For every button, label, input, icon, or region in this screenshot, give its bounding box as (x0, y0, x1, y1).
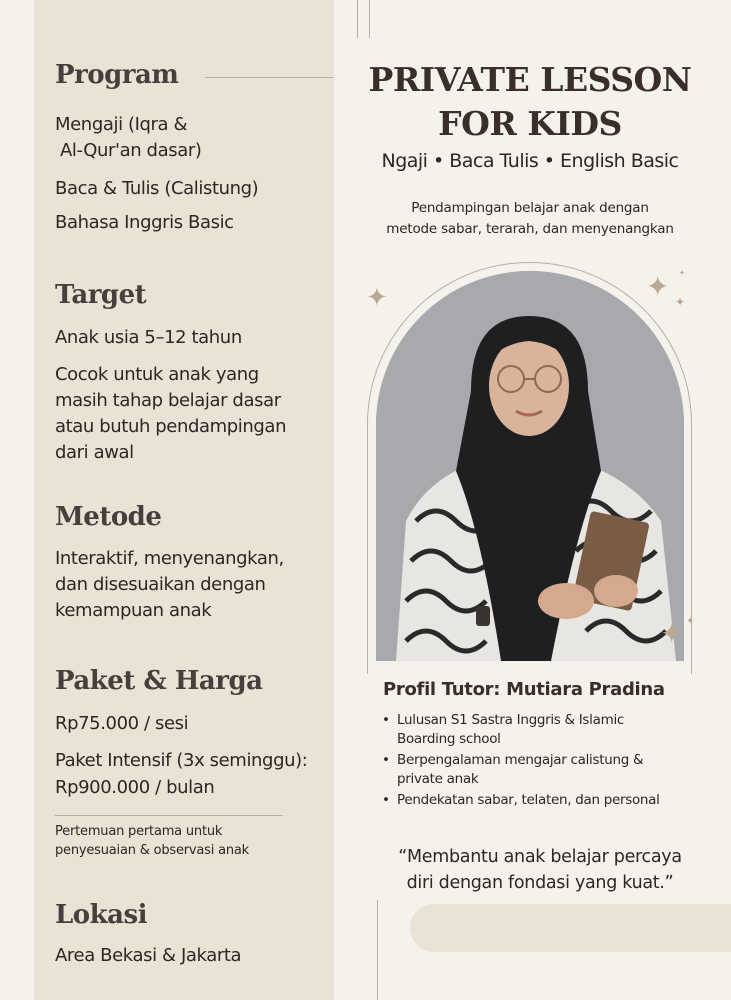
program-heading: Program (55, 60, 179, 90)
tutor-bullet-list (381, 711, 701, 810)
tutor-bullet (381, 751, 701, 789)
subtitle: Ngaji • Baca Tulis • English Basic (381, 150, 679, 172)
title-line: PRIVATE LESSON (368, 60, 692, 99)
tutor-bullet (381, 711, 701, 749)
sparkle-icon: ✦ (660, 617, 684, 650)
divider-vertical-top (357, 0, 358, 38)
tutor-bullet-line: Lulusan S1 Sastra Inggris & Islamic (397, 712, 625, 728)
target-desc-line: Cocok untuk anak yang (55, 364, 259, 385)
program-item: Baca & Tulis (Calistung) (55, 178, 259, 199)
title-line: FOR KIDS (438, 104, 622, 143)
lokasi-area: Area Bekasi & Jakarta (55, 945, 242, 966)
metode-heading: Metode (55, 502, 162, 532)
sparkle-icon: ✦ (675, 295, 686, 309)
divider-vertical-right (369, 0, 370, 38)
page-title (340, 58, 720, 146)
quote-line: diri dengan fondasi yang kuat.” (406, 873, 674, 893)
tutor-bullet (381, 791, 701, 810)
quote (360, 844, 720, 896)
sparkle-icon: ✦ (679, 269, 685, 277)
divider-paket (55, 815, 283, 816)
intensive-label: Paket Intensif (3x seminggu): (55, 750, 308, 771)
tutor-portrait-illustration (376, 271, 684, 661)
target-heading: Target (55, 280, 147, 310)
sparkle-icon: ✦ (646, 270, 670, 303)
metode-desc-line: Interaktif, menyenangkan, (55, 548, 284, 569)
quote-line: “Membantu anak belajar percaya (398, 847, 682, 867)
paket-note-line: Pertemuan pertama untuk (55, 824, 223, 839)
lokasi-heading: Lokasi (55, 900, 147, 930)
paket-note-line: penyesuaian & observasi anak (55, 843, 249, 858)
target-age: Anak usia 5–12 tahun (55, 327, 242, 348)
target-desc-line: dari awal (55, 442, 134, 463)
tutor-bullet-line: Boarding school (397, 731, 501, 747)
target-desc-line: atau butuh pendampingan (55, 416, 287, 437)
tutor-photo (376, 271, 684, 661)
sparkle-icon: ✦ (686, 616, 695, 627)
program-item: Bahasa Inggris Basic (55, 212, 234, 233)
tagline-line: Pendampingan belajar anak dengan (411, 200, 649, 216)
tutor-heading: Profil Tutor: Mutiara Pradina (383, 679, 665, 700)
metode-desc-line: kemampuan anak (55, 600, 212, 621)
divider-program (205, 77, 333, 78)
target-desc-line: masih tahap belajar dasar (55, 390, 281, 411)
metode-desc-line: dan disesuaikan dengan (55, 574, 266, 595)
decorative-pill (410, 904, 731, 952)
price-session: Rp75.000 / sesi (55, 713, 189, 734)
tagline-line: metode sabar, terarah, dan menyenangkan (386, 221, 674, 237)
program-item: Mengaji (Iqra & (55, 114, 188, 135)
tutor-bullet-line: Pendekatan sabar, telaten, dan personal (397, 792, 660, 808)
intensive-price: Rp900.000 / bulan (55, 777, 215, 798)
tagline (340, 198, 720, 240)
divider-vertical-bottom (377, 900, 378, 1000)
program-item: Al-Qur'an dasar) (60, 140, 202, 161)
paket-heading: Paket & Harga (55, 666, 263, 696)
sparkle-icon: ✦ (366, 283, 388, 313)
tutor-bullet-line: Berpengalaman mengajar calistung & (397, 752, 644, 768)
tutor-bullet-line: private anak (397, 771, 479, 787)
